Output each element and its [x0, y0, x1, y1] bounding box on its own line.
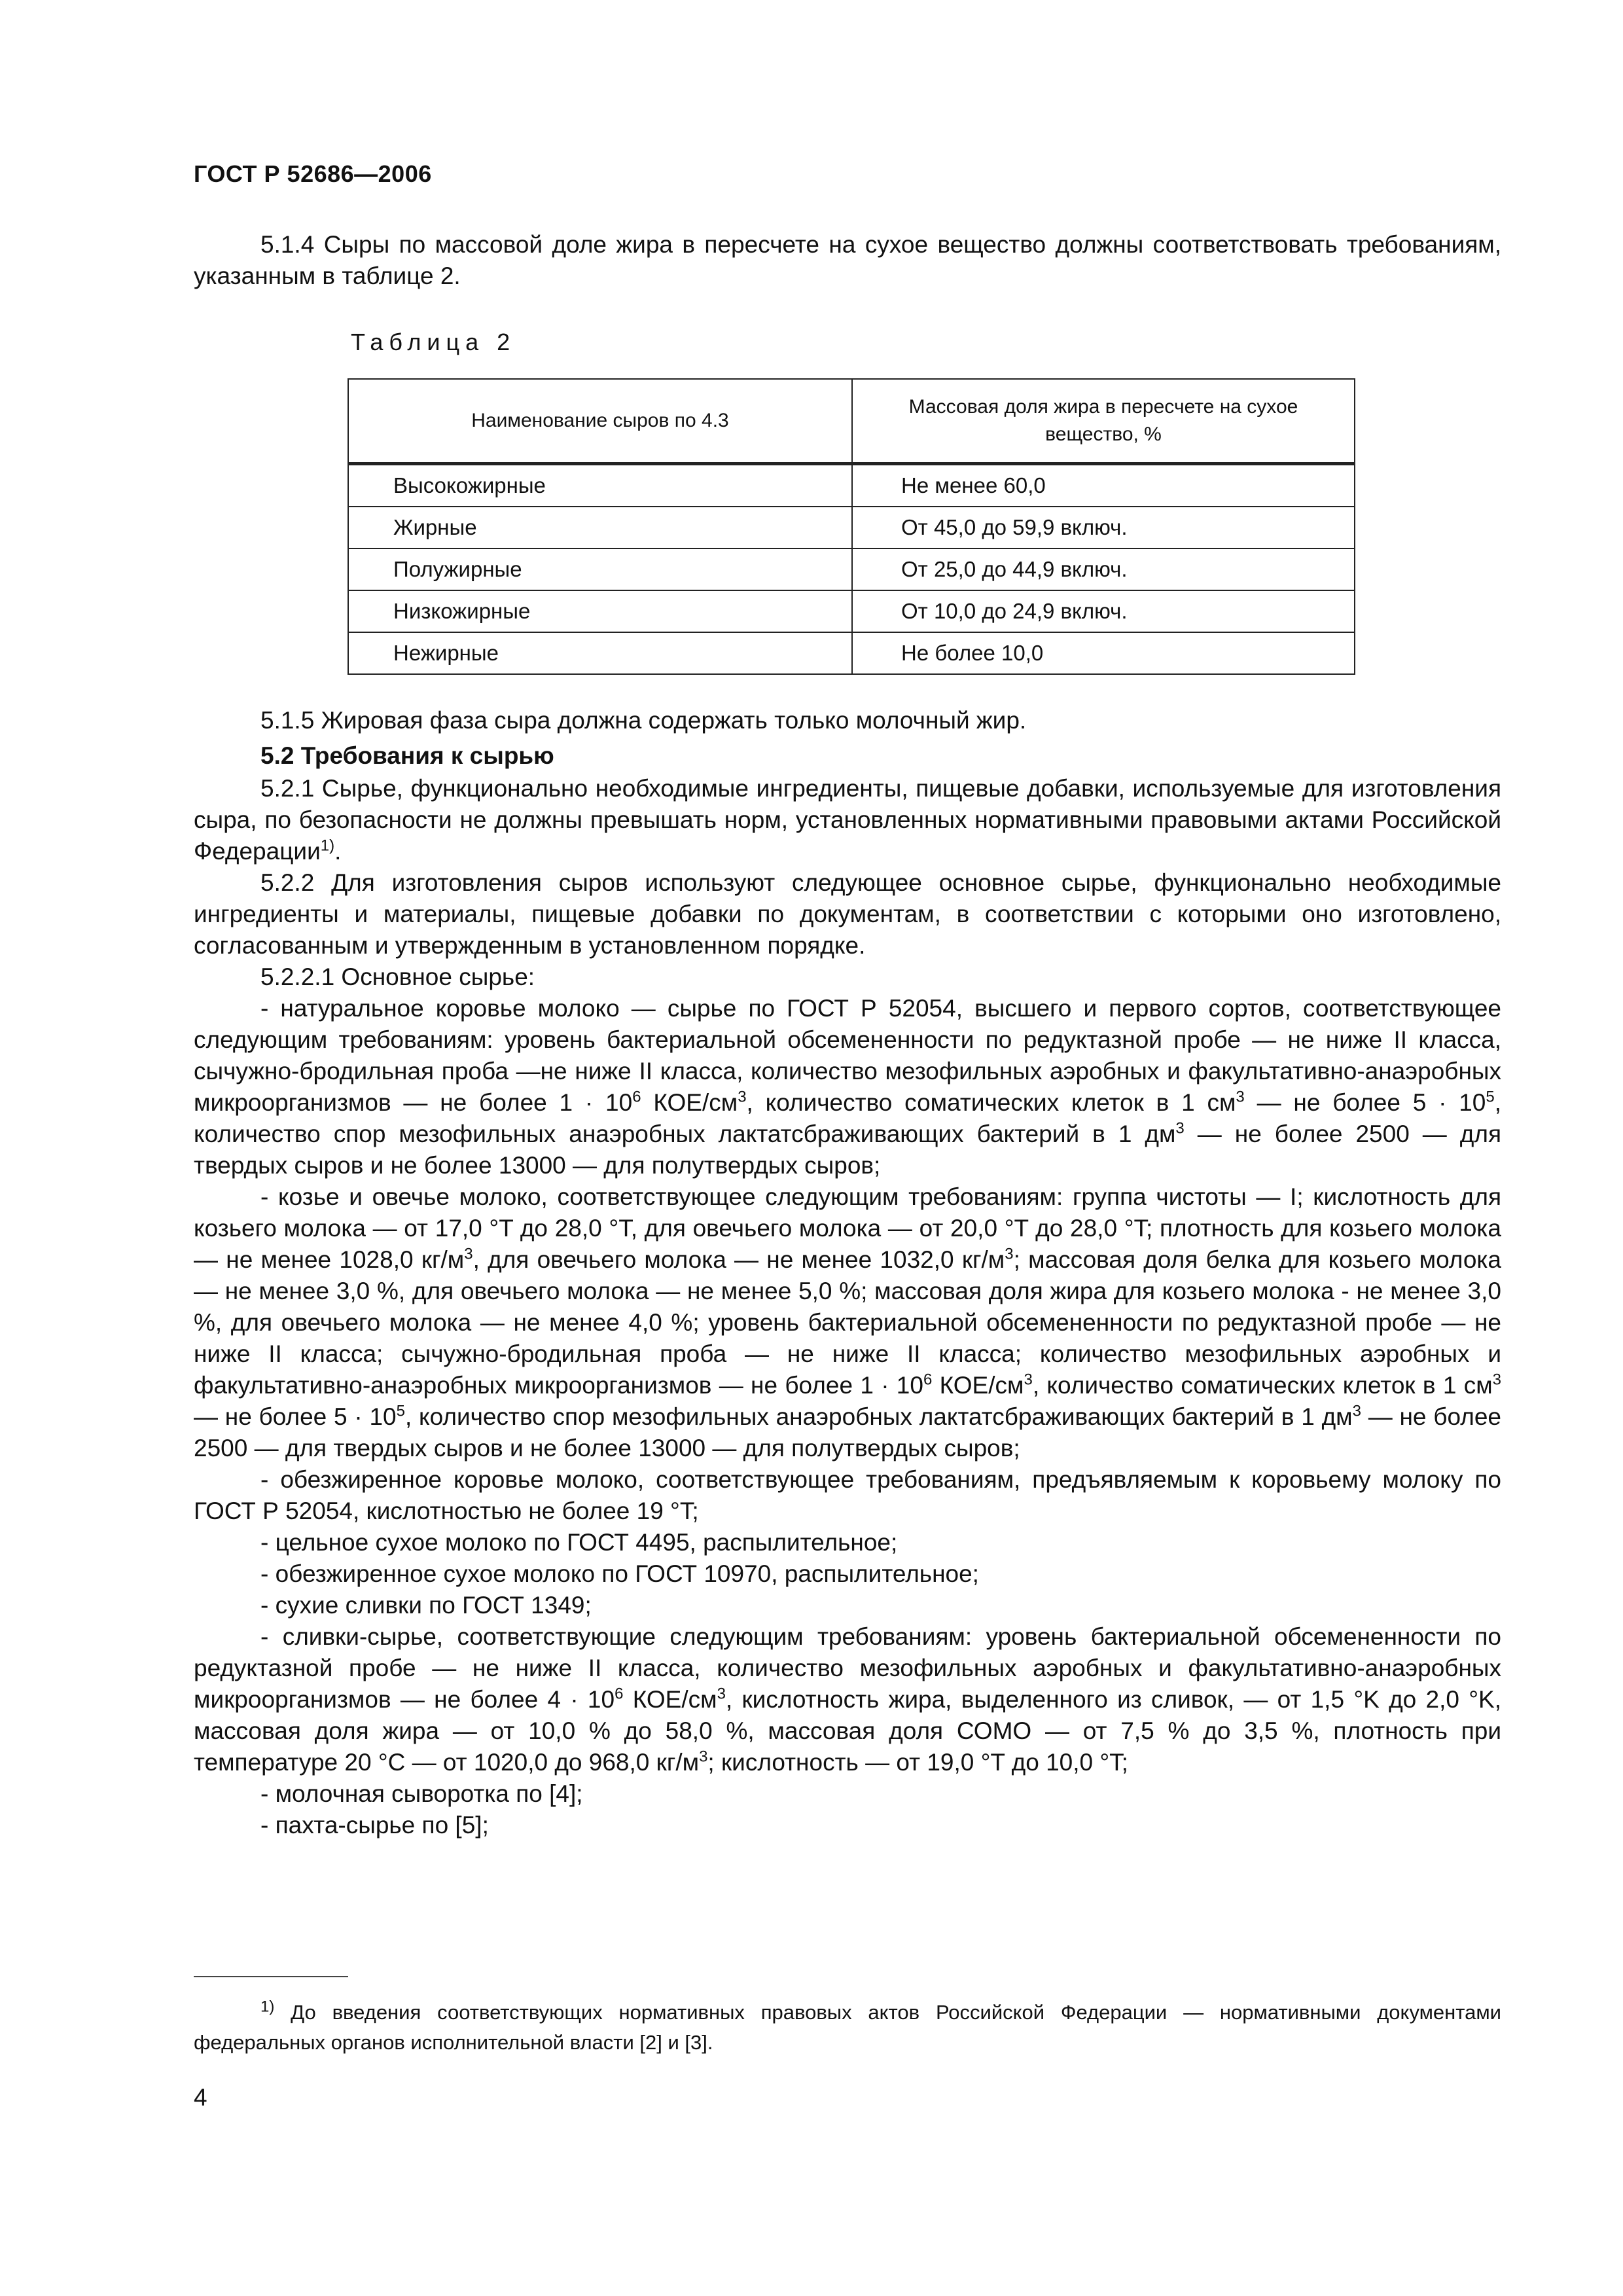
goat-exp-5: 6: [923, 1371, 933, 1389]
cow-exp-5: 3: [1236, 1088, 1245, 1106]
cow-exp-9: 3: [1175, 1119, 1185, 1138]
intro-block: [194, 229, 1501, 292]
fat-value-cell: Не более 10,0: [852, 632, 1355, 674]
page-number: 4: [194, 2084, 207, 2111]
item-whole-dry-milk: - цельное сухое молоко по ГОСТ 4495, распылительное;: [260, 1529, 898, 1556]
cheese-type-cell: Низкожирные: [348, 590, 852, 632]
item-goat-sheep-milk: [194, 1181, 1501, 1464]
fat-content-table: [348, 378, 1355, 675]
goat-text-8: , количество соматических клеток в 1 см: [1032, 1372, 1493, 1399]
footnote-divider: [194, 1976, 348, 1977]
cow-text-8: , количество спор мезофильных анаэробных лактатсбраживающих бактерий в 1 дм: [194, 1089, 1502, 1147]
cow-text-2: КОЕ/см: [641, 1089, 738, 1116]
clause-5-2-1-text: 5.2.1 Сырье, функционально необходимые ингредиенты, пищевые добавки, используемые для изготовления сыра, по безопасности не должны превышать норм, установленных нормативными правовыми актами Российской Федерации: [194, 775, 1501, 865]
table-row: [348, 632, 1355, 674]
table-row: [348, 548, 1355, 590]
clause-5-2-2-1: 5.2.2.1 Основное сырье:: [260, 963, 535, 990]
cream-exp-3: 3: [717, 1685, 726, 1703]
cream-exp-5: 3: [699, 1748, 708, 1766]
cow-exp-7: 5: [1486, 1088, 1495, 1106]
cow-text-4: , количество соматических клеток в 1 см: [746, 1089, 1236, 1116]
goat-text-12: , количество спор мезофильных анаэробных лактатсбраживающих бактерий в 1 дм: [404, 1403, 1353, 1430]
footnote-text: До введения соответствующих нормативных правовых актов Российской Федерации — нормативными документами федеральных органов исполнительной власти [2] и [3].: [194, 2001, 1501, 2054]
table-row: [348, 590, 1355, 632]
item-dry-cream: - сухие сливки по ГОСТ 1349;: [260, 1592, 592, 1619]
item-skim-milk: - обезжиренное коровье молоко, соответствующее требованиям, предъявляемым к коровьему молоку по ГОСТ Р 52054, кислотностью не более 19 °T;: [194, 1466, 1501, 1524]
goat-text-2: , для овечьего молока — не менее 1032,0 кг/м: [473, 1246, 1005, 1273]
fat-value-cell: От 25,0 до 44,9 включ.: [852, 548, 1355, 590]
cream-exp-1: 6: [615, 1685, 624, 1703]
footnote-ref: 1): [320, 836, 335, 855]
cow-exp-3: 3: [738, 1088, 747, 1106]
goat-text-0: - козье и овечье молоко, соответствующее следующим требованиям: группа чистоты — I; кислотность для козьего молока — от 17,0 °T до 28,0 °T, для овечьего молока — от 20,0 °T до 28,0 °T; плотность для козьего молока — не менее 1028,0 кг/м: [194, 1183, 1501, 1273]
clause-5-1-5: 5.1.5 Жировая фаза сыра должна содержать только молочный жир.: [260, 707, 1027, 734]
fat-value-cell: От 10,0 до 24,9 включ.: [852, 590, 1355, 632]
item-whey: - молочная сыворотка по [4];: [260, 1780, 583, 1807]
clause-5-2-1: [194, 773, 1501, 867]
table-header-row: [348, 379, 1355, 464]
clause-5-2-2: 5.2.2 Для изготовления сыров используют следующее основное сырье, функционально необходимые ингредиенты и материалы, пищевые добавки по документам, в соответствии с которыми оно изготовлено, согласованным и утвержденным в установленном порядке.: [194, 869, 1501, 959]
column-header-name: Наименование сыров по 4.3: [348, 379, 852, 464]
cow-text-6: — не более 5 · 10: [1244, 1089, 1486, 1116]
cow-exp-1: 6: [632, 1088, 641, 1106]
goat-exp-13: 3: [1352, 1402, 1361, 1420]
clause-5-1-4: 5.1.4 Сыры по массовой доле жира в пересчете на сухое вещество должны соответствовать требованиям, указанным в таблице 2.: [194, 231, 1501, 289]
goat-exp-9: 3: [1492, 1371, 1502, 1389]
column-header-fat: Массовая доля жира в пересчете на сухое вещество, %: [852, 379, 1355, 464]
cheese-type-cell: Полужирные: [348, 548, 852, 590]
cow-text-10: — не более 2500 — для твердых сыров и не более 13000 — для полутвердых сыров;: [194, 1121, 1501, 1179]
table-row: [348, 464, 1355, 507]
item-cow-milk: [194, 993, 1501, 1181]
goat-exp-7: 3: [1024, 1371, 1033, 1389]
goat-text-10: — не более 5 · 10: [194, 1403, 397, 1430]
main-body: [194, 705, 1501, 1841]
goat-text-14: — не более 2500 — для твердых сыров и не более 13000 — для полутвердых сыров;: [194, 1403, 1501, 1462]
goat-exp-11: 5: [396, 1402, 405, 1420]
cow-text-0: - натуральное коровье молоко — сырье по ГОСТ Р 52054, высшего и первого сортов, соответствующее следующим требованиям: уровень бактериальной обсемененности по редуктазной пробе — не ниже II класса, сычужно-бродильная проба —не ниже II класса, количество мезофильных аэробных и факультативно-анаэробных микроорганизмов — не более 1 · 10: [194, 995, 1501, 1116]
cream-text-4: , кислотность жира, выделенного из сливок, — от 1,5 °K до 2,0 °K, массовая доля жира — от 10,0 % до 58,0 %, массовая доля СОМО — от 7,5 % до 3,5 %, плотность при температуре 20 °C — от 1020,0 до 968,0 кг/м: [194, 1686, 1502, 1776]
cream-text-2: КОЕ/см: [623, 1686, 717, 1713]
footnote: [194, 1998, 1501, 2058]
clause-5-2-1-end: .: [334, 838, 342, 865]
cheese-type-cell: Высокожирные: [348, 464, 852, 507]
standard-code-header: ГОСТ Р 52686—2006: [194, 160, 432, 187]
item-skim-dry-milk: - обезжиренное сухое молоко по ГОСТ 10970, распылительное;: [260, 1560, 979, 1587]
goat-text-4: ; массовая доля белка для козьего молока — не менее 3,0 %, для овечьего молока — не менее 5,0 %; массовая доля жира для козьего молока - не менее 3,0 %, для овечьего молока — не менее 4,0 %; уровень бактериальной обсемененности по редуктазной пробе — не ниже II класса; сычужно-бродильная проба — не ниже II класса; количество мезофильных аэробных и факультативно-анаэробных микроорганизмов — не более 1 · 10: [194, 1246, 1501, 1399]
goat-exp-1: 3: [464, 1245, 473, 1263]
table-row: [348, 507, 1355, 548]
item-buttermilk: - пахта-сырье по [5];: [260, 1812, 489, 1839]
cheese-type-cell: Нежирные: [348, 632, 852, 674]
cream-text-6: ; кислотность — от 19,0 °T до 10,0 °T;: [707, 1749, 1128, 1776]
fat-value-cell: От 45,0 до 59,9 включ.: [852, 507, 1355, 548]
section-5-2-title: 5.2 Требования к сырью: [260, 742, 554, 769]
table-caption: Таблица 2: [351, 329, 516, 355]
goat-text-6: КОЕ/см: [932, 1372, 1024, 1399]
item-cream: [194, 1621, 1501, 1778]
goat-exp-3: 3: [1005, 1245, 1014, 1263]
fat-value-cell: Не менее 60,0: [852, 464, 1355, 507]
cheese-type-cell: Жирные: [348, 507, 852, 548]
cream-text-0: - сливки-сырье, соответствующие следующим требованиям: уровень бактериальной обсемененности по редуктазной пробе — не ниже II класса, количество мезофильных аэробных и факультативно-анаэробных микроорганизмов — не более 4 · 10: [194, 1623, 1501, 1713]
footnote-mark: 1): [260, 1998, 275, 2016]
